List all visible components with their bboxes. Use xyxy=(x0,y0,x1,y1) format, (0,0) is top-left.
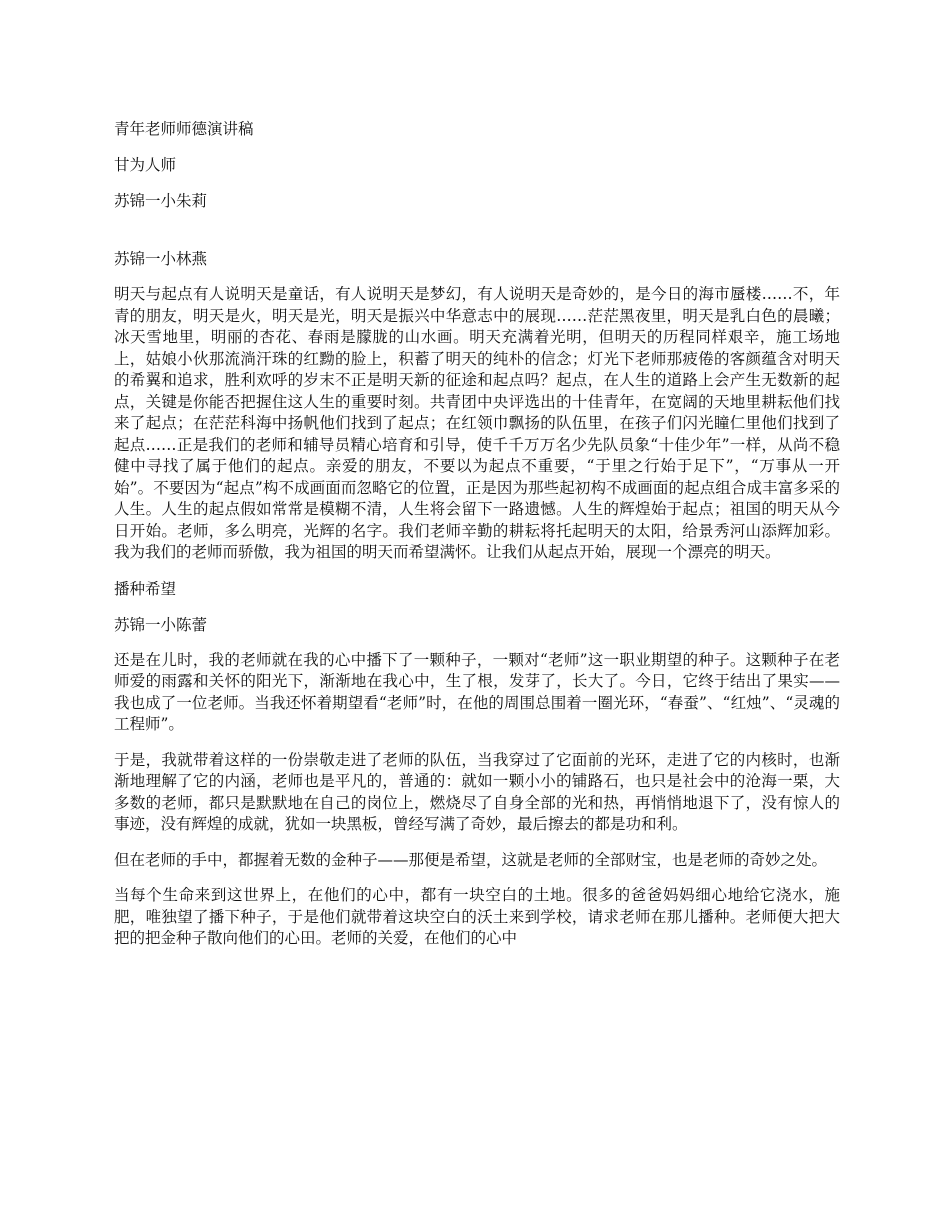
paragraph-2: 还是在儿时，我的老师就在我的心中播下了一颗种子，一颗对“老师”这一职业期望的种子。这颗种子在老师爱的雨露和关怀的阳光下，渐渐地在我心中，生了根，发芽了，长大了。今日，它终于结出了果实——我也成了一位老师。当我还怀着期望看“老师”时，在他的周围总围着一圈光环，“春蚕”、“红烛”、“灵魂的工程师”。 xyxy=(114,650,840,733)
paragraph-5: 当每个生命来到这世界上，在他们的心中，都有一块空白的土地。很多的爸爸妈妈细心地给它浇水，施肥，唯独望了播下种子，于是他们就带着这块空白的沃土来到学校，请求老师在那儿播种。老师便大把大把的把金种子散向他们的心田。老师的关爱，在他们的心中 xyxy=(114,886,840,947)
paragraph-3: 于是，我就带着这样的一份崇敬走进了老师的队伍，当我穿过了它面前的光环，走进了它的内核时，也渐渐地理解了它的内涵，老师也是平凡的，普通的：就如一颗小小的铺路石，也只是社会中的沧海一栗，大多数的老师，都只是默默地在自己的岗位上，燃烧尽了自身全部的光和热，再悄悄地退下了，没有惊人的事迹，没有辉煌的成就，犹如一块黑板，曾经写满了奇妙，最后擦去的都是功和利。 xyxy=(114,750,840,833)
paragraph-1: 明天与起点有人说明天是童话，有人说明天是梦幻，有人说明天是奇妙的，是今日的海市蜃楼……不，年青的朋友，明天是火，明天是光，明天是振兴中华意志中的展现……茫茫黑夜里，明天是乳白色的晨曦；冰天雪地里，明丽的杏花、春雨是朦胧的山水画。明天充满着光明，但明天的历程同样艰辛，施工场地上，姑娘小伙那流淌汗珠的红黝的脸上，积蓄了明天的纯朴的信念；灯光下老师那疲倦的客颜蕴含对明天的希翼和追求，胜利欢呼的岁末不正是明天新的征途和起点吗？起点，在人生的道路上会产生无数新的起点，关键是你能否把握住这人生的重要时刻。共青团中央评选出的十佳青年，在宽阔的天地里耕耘他们找来了起点；在茫茫科海中扬帆他们找到了起点；在红领巾飘扬的队伍里，在孩子们闪光瞳仁里他们找到了起点……正是我们的老师和辅导员精心培育和引导，使千千万万名少先队员象“十佳少年”一样，从尚不稳健中寻找了属于他们的起点。亲爱的朋友，不要以为起点不重要，“于里之行始于足下”，“万事从一开始”。不要因为“起点”构不成画面而忽略它的位置，正是因为那些起初构不成画面的起点组合成丰富多采的人生。人生的起点假如常常是模糊不清，人生将会留下一路遗憾。人生的辉煌始于起点；祖国的明天从今日开始。老师，多么明亮，光辉的名字。我们老师辛勤的耕耘将托起明天的太阳，给景秀河山添辉加彩。我为我们的老师而骄傲，我为祖国的明天而希望满怀。让我们从起点开始，展现一个漂亮的明天。 xyxy=(114,285,840,561)
paragraph-4: 但在老师的手中，都握着无数的金种子——那便是希望，这就是老师的全部财宝，也是老师的奇妙之处。 xyxy=(114,850,828,869)
document-title: 青年老师师德演讲稿 xyxy=(114,120,254,138)
author-1: 苏锦一小朱莉 xyxy=(114,192,208,210)
speech-title-1: 甘为人师 xyxy=(114,156,177,174)
blank-line xyxy=(114,226,840,248)
author-3: 苏锦一小陈蕾 xyxy=(114,615,208,634)
document-page xyxy=(114,118,840,964)
author-2: 苏锦一小林燕 xyxy=(114,250,208,268)
speech-title-2: 播种希望 xyxy=(114,579,177,598)
